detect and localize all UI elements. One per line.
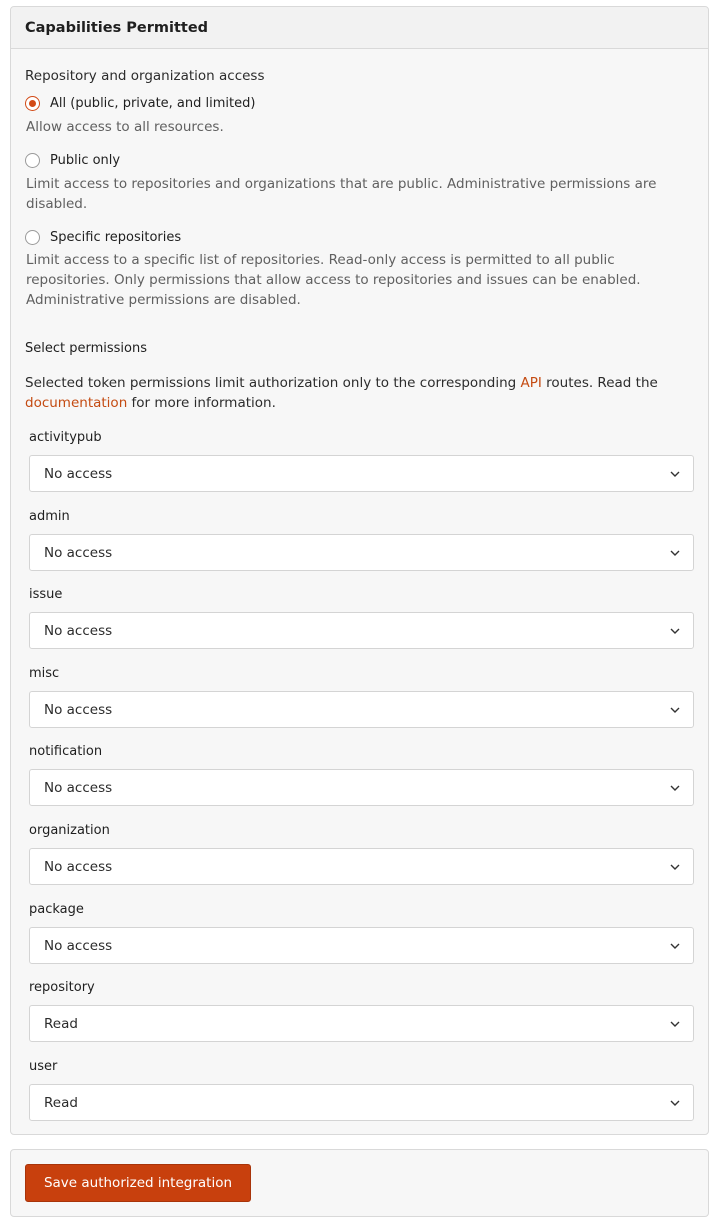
perm-user bbox=[29, 1058, 694, 1121]
perm-label: user bbox=[29, 1059, 58, 1074]
permissions-intro bbox=[25, 373, 695, 413]
perm-activitypub bbox=[29, 429, 694, 492]
select-value: No access bbox=[44, 544, 113, 561]
radio-public[interactable] bbox=[25, 153, 40, 168]
perm-label: admin bbox=[29, 509, 70, 524]
intro-text-1: Selected token permissions limit authorization only to the corresponding bbox=[25, 375, 521, 391]
radio-option-public[interactable] bbox=[25, 153, 120, 168]
chevron-down-icon bbox=[669, 861, 681, 873]
perm-label: repository bbox=[29, 980, 95, 995]
perm-select-admin[interactable] bbox=[29, 534, 694, 571]
select-value: Read bbox=[44, 1015, 78, 1032]
perm-select-user[interactable] bbox=[29, 1084, 694, 1121]
intro-text-3: for more information. bbox=[127, 395, 276, 411]
documentation-link[interactable]: documentation bbox=[25, 395, 128, 411]
radio-all[interactable] bbox=[25, 96, 40, 111]
select-value: No access bbox=[44, 937, 113, 954]
perm-label: misc bbox=[29, 666, 60, 681]
perm-label: organization bbox=[29, 823, 110, 838]
select-value: No access bbox=[44, 701, 113, 718]
perm-select-misc[interactable] bbox=[29, 691, 694, 728]
perm-label: activitypub bbox=[29, 430, 102, 445]
perm-notification bbox=[29, 743, 694, 806]
radio-specific-label: Specific repositories bbox=[50, 230, 182, 245]
perm-label: issue bbox=[29, 587, 63, 602]
chevron-down-icon bbox=[669, 940, 681, 952]
radio-public-help: Limit access to repositories and organizations that are public. Administrative permissions are disabled. bbox=[26, 176, 657, 212]
perm-issue bbox=[29, 586, 694, 649]
radio-option-specific[interactable] bbox=[25, 230, 181, 245]
radio-public-label: Public only bbox=[50, 153, 121, 168]
chevron-down-icon bbox=[669, 625, 681, 637]
radio-option-all[interactable] bbox=[25, 96, 255, 111]
intro-text-2: routes. Read the bbox=[541, 375, 658, 391]
panel-title: Capabilities Permitted bbox=[11, 7, 708, 49]
radio-all-help: Allow access to all resources. bbox=[26, 119, 224, 135]
access-label: Repository and organization access bbox=[25, 68, 265, 84]
perm-select-package[interactable] bbox=[29, 927, 694, 964]
select-value: No access bbox=[44, 779, 113, 796]
api-link[interactable]: API bbox=[520, 375, 542, 391]
chevron-down-icon bbox=[669, 1097, 681, 1109]
chevron-down-icon bbox=[669, 1018, 681, 1030]
select-value: No access bbox=[44, 858, 113, 875]
perm-repository bbox=[29, 979, 694, 1042]
perm-select-notification[interactable] bbox=[29, 769, 694, 806]
chevron-down-icon bbox=[669, 468, 681, 480]
save-authorized-integration-button[interactable]: Save authorized integration bbox=[25, 1164, 251, 1202]
chevron-down-icon bbox=[669, 547, 681, 559]
select-value: No access bbox=[44, 465, 113, 482]
radio-all-label: All (public, private, and limited) bbox=[50, 96, 256, 111]
radio-specific-help: Limit access to a specific list of repositories. Read-only access is permitted to all public repositories. Only permissions that allow access to repositories and issues can be enabled. Administrative permissions are disabled. bbox=[26, 252, 641, 308]
permissions-heading: Select permissions bbox=[25, 341, 148, 356]
select-value: Read bbox=[44, 1094, 78, 1111]
perm-select-repository[interactable] bbox=[29, 1005, 694, 1042]
perm-label: notification bbox=[29, 744, 103, 759]
form-footer bbox=[10, 1149, 709, 1217]
perm-select-issue[interactable] bbox=[29, 612, 694, 649]
perm-organization bbox=[29, 822, 694, 885]
chevron-down-icon bbox=[669, 782, 681, 794]
capabilities-panel bbox=[10, 6, 709, 1135]
perm-admin bbox=[29, 508, 694, 571]
radio-specific[interactable] bbox=[25, 230, 40, 245]
chevron-down-icon bbox=[669, 704, 681, 716]
perm-label: package bbox=[29, 902, 84, 917]
perm-package bbox=[29, 901, 694, 964]
perm-select-activitypub[interactable] bbox=[29, 455, 694, 492]
perm-misc bbox=[29, 665, 694, 728]
perm-select-organization[interactable] bbox=[29, 848, 694, 885]
select-value: No access bbox=[44, 622, 113, 639]
